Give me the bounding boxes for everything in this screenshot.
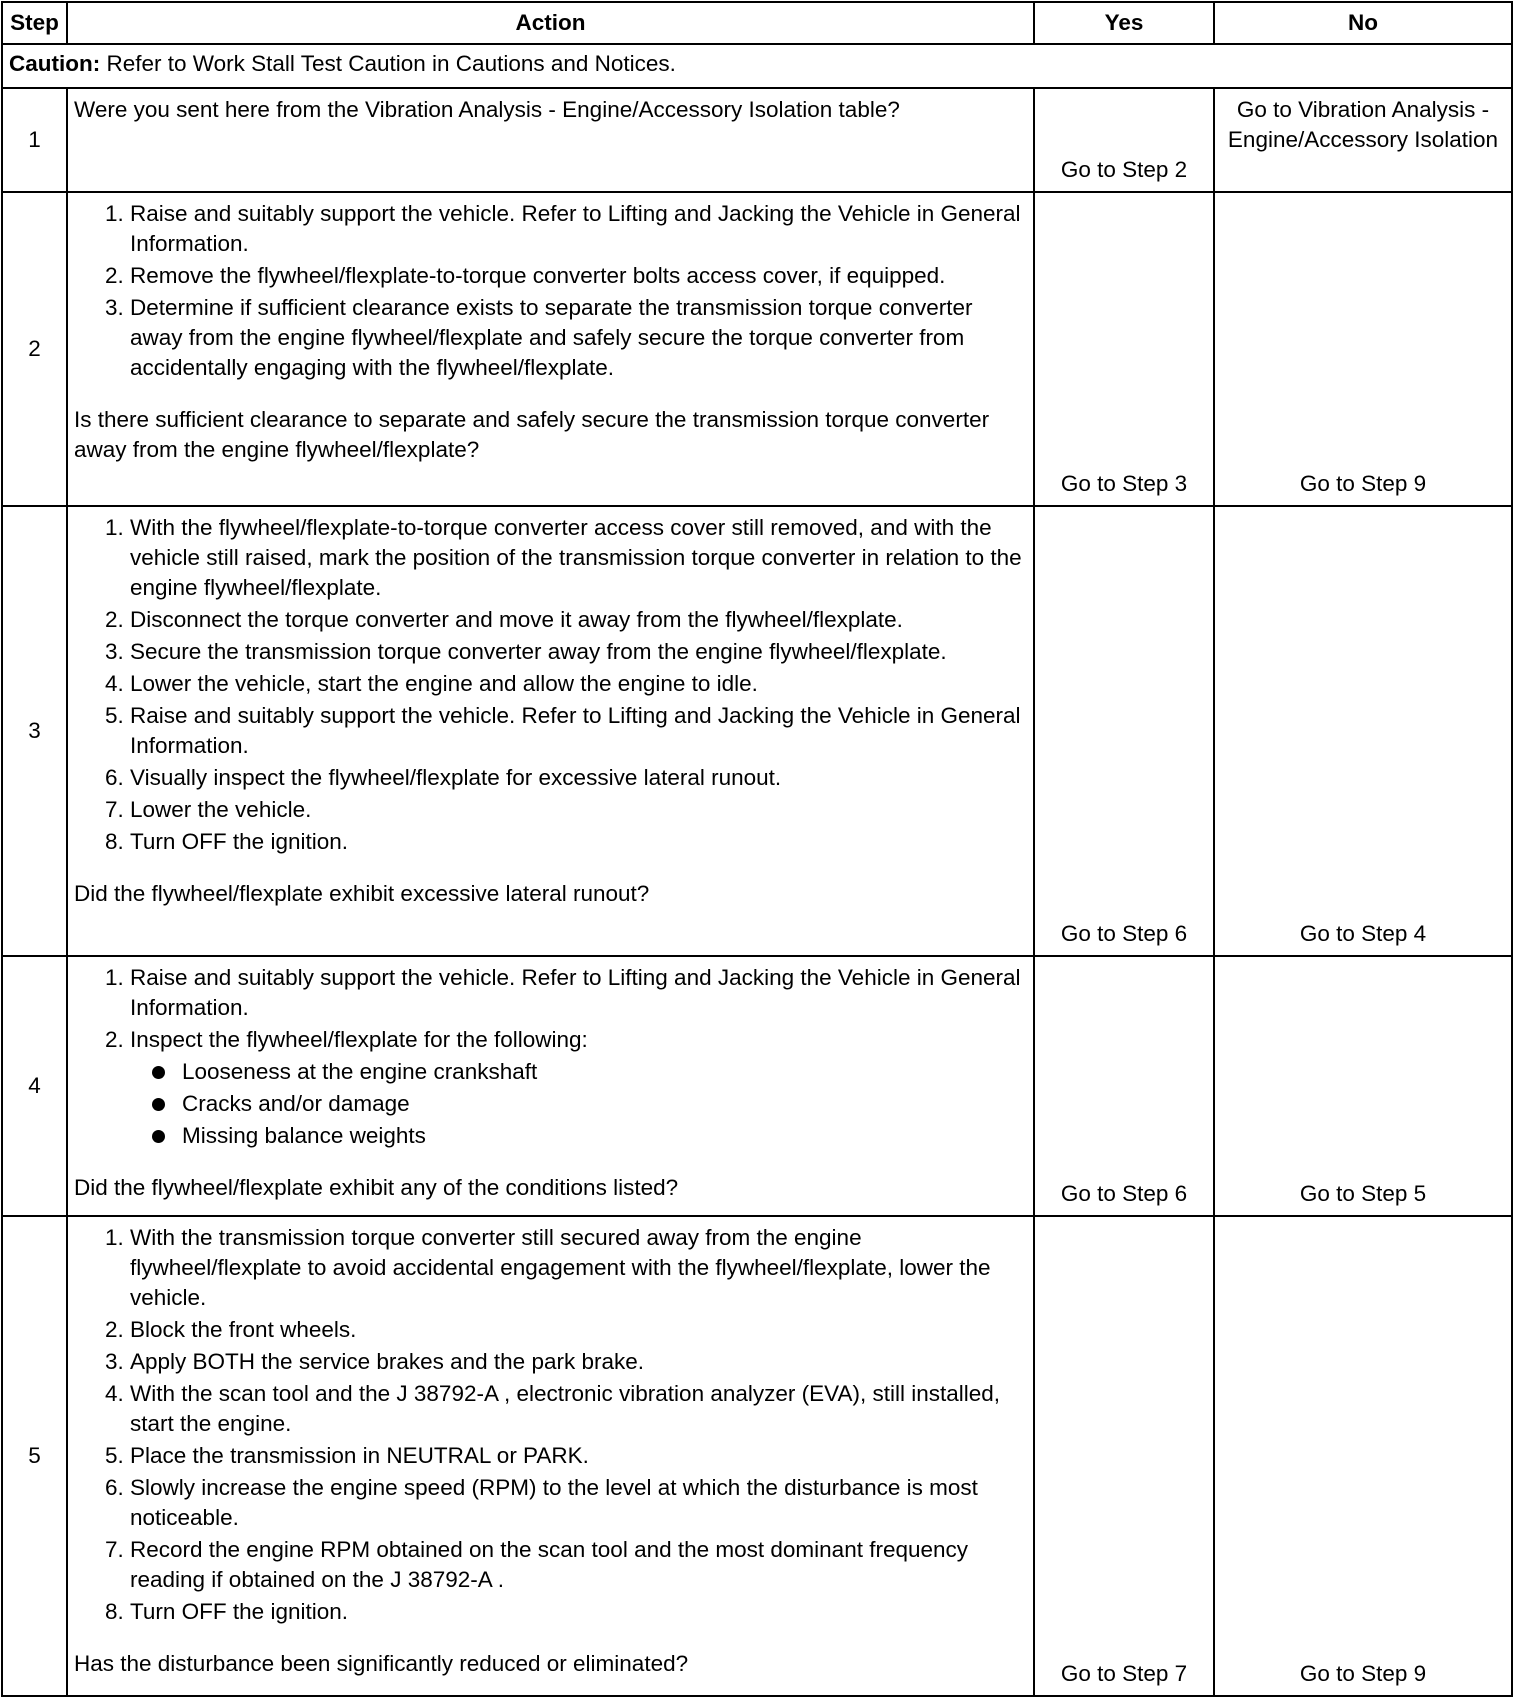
step-question: Has the disturbance been significantly reduced or eliminated? bbox=[74, 1651, 689, 1676]
list-item: 5. Place the transmission in NEUTRAL or PARK. bbox=[130, 1441, 1027, 1471]
list-item: 8. Turn OFF the ignition. bbox=[130, 1597, 1027, 1627]
yes-cell: Go to Step 3 bbox=[1034, 192, 1214, 506]
header-step: Step bbox=[2, 2, 67, 44]
action-list bbox=[74, 513, 1027, 857]
table-row-step-1 bbox=[2, 88, 1512, 192]
list-item: 3. Determine if sufficient clearance exists to separate the transmission torque converter away from the engine flywheel/flexplate and safely secure the torque converter from accidentally engaging with the flywheel/flexplate. bbox=[130, 293, 1027, 383]
header-yes: Yes bbox=[1034, 2, 1214, 44]
yes-cell: Go to Step 6 bbox=[1034, 956, 1214, 1216]
bullet-item: Missing balance weights bbox=[182, 1121, 1027, 1151]
step-number: 2 bbox=[2, 192, 67, 506]
action-cell bbox=[67, 88, 1034, 192]
step-question: Were you sent here from the Vibration Analysis - Engine/Accessory Isolation table? bbox=[74, 97, 900, 122]
step-number: 4 bbox=[2, 956, 67, 1216]
step-question: Did the flywheel/flexplate exhibit any of the conditions listed? bbox=[74, 1175, 679, 1200]
no-cell: Go to Step 9 bbox=[1214, 1216, 1512, 1696]
no-cell: Go to Vibration Analysis - Engine/Accessory Isolation bbox=[1214, 88, 1512, 192]
action-cell bbox=[67, 192, 1034, 506]
list-item: 3. Apply BOTH the service brakes and the park brake. bbox=[130, 1347, 1027, 1377]
list-item: 7. Record the engine RPM obtained on the scan tool and the most dominant frequency reading if obtained on the J 38792-A . bbox=[130, 1535, 1027, 1595]
caution-cell bbox=[2, 44, 1512, 88]
step-question: Did the flywheel/flexplate exhibit excessive lateral runout? bbox=[74, 881, 650, 906]
action-cell bbox=[67, 1216, 1034, 1696]
table-row-step-4 bbox=[2, 956, 1512, 1216]
header-action: Action bbox=[67, 2, 1034, 44]
header-no: No bbox=[1214, 2, 1512, 44]
action-cell bbox=[67, 506, 1034, 956]
caution-row bbox=[2, 44, 1512, 88]
diagnostic-table bbox=[1, 1, 1513, 1697]
list-item: 4. Lower the vehicle, start the engine and allow the engine to idle. bbox=[130, 669, 1027, 699]
list-item: 1. With the flywheel/flexplate-to-torque converter access cover still removed, and with the vehicle still raised, mark the position of the transmission torque converter in relation to the engine flywheel/flexplate. bbox=[130, 513, 1027, 603]
list-item: 2. Remove the flywheel/flexplate-to-torque converter bolts access cover, if equipped. bbox=[130, 261, 1027, 291]
list-item: 4. With the scan tool and the J 38792-A , electronic vibration analyzer (EVA), still installed, start the engine. bbox=[130, 1379, 1027, 1439]
table-row-step-2 bbox=[2, 192, 1512, 506]
list-item-text: Inspect the flywheel/flexplate for the following: bbox=[130, 1027, 588, 1052]
bullet-item: Cracks and/or damage bbox=[182, 1089, 1027, 1119]
action-cell bbox=[67, 956, 1034, 1216]
list-item: 5. Raise and suitably support the vehicle. Refer to Lifting and Jacking the Vehicle in General Information. bbox=[130, 701, 1027, 761]
no-cell: Go to Step 9 bbox=[1214, 192, 1512, 506]
list-item: 3. Secure the transmission torque converter away from the engine flywheel/flexplate. bbox=[130, 637, 1027, 667]
list-item: 8. Turn OFF the ignition. bbox=[130, 827, 1027, 857]
list-item: 2. Block the front wheels. bbox=[130, 1315, 1027, 1345]
action-list bbox=[74, 963, 1027, 1151]
yes-cell: Go to Step 6 bbox=[1034, 506, 1214, 956]
no-cell: Go to Step 4 bbox=[1214, 506, 1512, 956]
no-cell: Go to Step 5 bbox=[1214, 956, 1512, 1216]
step-number: 3 bbox=[2, 506, 67, 956]
list-item: 2. Disconnect the torque converter and move it away from the flywheel/flexplate. bbox=[130, 605, 1027, 635]
list-item: 6. Slowly increase the engine speed (RPM) to the level at which the disturbance is most noticeable. bbox=[130, 1473, 1027, 1533]
header-row bbox=[2, 2, 1512, 44]
list-item: 6. Visually inspect the flywheel/flexplate for excessive lateral runout. bbox=[130, 763, 1027, 793]
action-list bbox=[74, 1223, 1027, 1627]
yes-cell: Go to Step 7 bbox=[1034, 1216, 1214, 1696]
step-question: Is there sufficient clearance to separate and safely secure the transmission torque converter away from the engine flywheel/flexplate? bbox=[74, 407, 990, 462]
caution-text: Refer to Work Stall Test Caution in Cautions and Notices. bbox=[100, 51, 676, 76]
list-item: 1. With the transmission torque converter still secured away from the engine flywheel/flexplate to avoid accidental engagement with the flywheel/flexplate, lower the vehicle. bbox=[130, 1223, 1027, 1313]
bullet-list bbox=[130, 1057, 1027, 1151]
caution-label: Caution: bbox=[9, 51, 101, 76]
table-row-step-3 bbox=[2, 506, 1512, 956]
list-item bbox=[130, 1025, 1027, 1151]
step-number: 1 bbox=[2, 88, 67, 192]
list-item: 1. Raise and suitably support the vehicle. Refer to Lifting and Jacking the Vehicle in General Information. bbox=[130, 199, 1027, 259]
list-item: 1. Raise and suitably support the vehicle. Refer to Lifting and Jacking the Vehicle in General Information. bbox=[130, 963, 1027, 1023]
table-row-step-5 bbox=[2, 1216, 1512, 1696]
list-item: 7. Lower the vehicle. bbox=[130, 795, 1027, 825]
action-list bbox=[74, 199, 1027, 383]
yes-cell: Go to Step 2 bbox=[1034, 88, 1214, 192]
step-number: 5 bbox=[2, 1216, 67, 1696]
bullet-item: Looseness at the engine crankshaft bbox=[182, 1057, 1027, 1087]
